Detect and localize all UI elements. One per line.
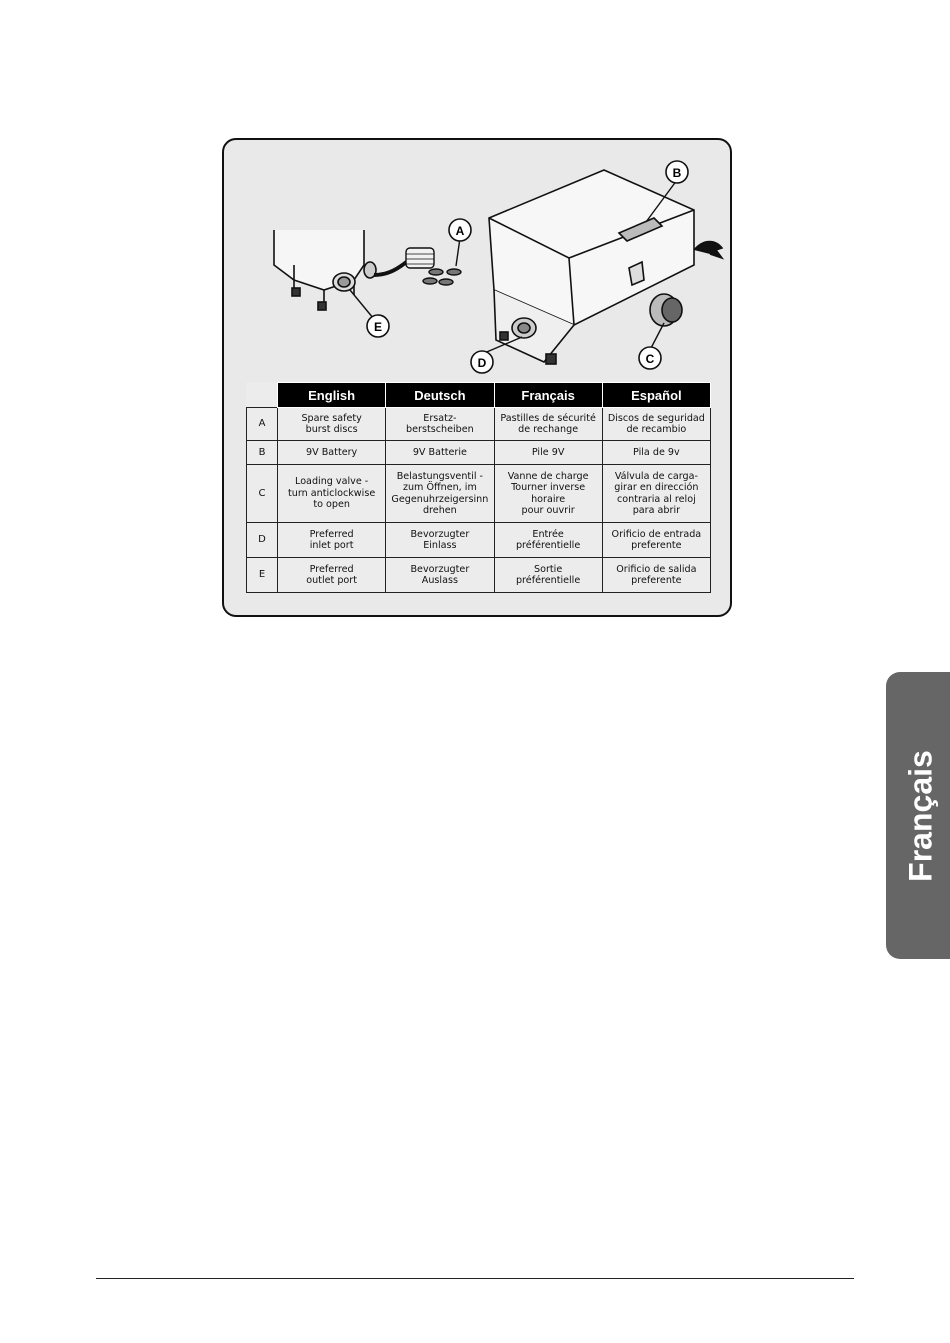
header-deutsch: Deutsch: [386, 383, 494, 408]
table-row: [247, 558, 711, 593]
header-espanol: Español: [602, 383, 710, 408]
callout-c: [639, 347, 661, 369]
cell-francais: Pile 9V: [494, 441, 602, 465]
legend-header-row: [247, 383, 711, 408]
row-key: B: [247, 441, 278, 465]
cell-deutsch: Ersatz- berstscheiben: [386, 408, 494, 441]
table-row: [247, 408, 711, 441]
header-english: English: [278, 383, 386, 408]
svg-text:D: D: [477, 356, 487, 370]
cell-francais: Entrée préférentielle: [494, 523, 602, 558]
cell-deutsch: Bevorzugter Auslass: [386, 558, 494, 593]
side-tab-label: Français: [902, 749, 939, 882]
cell-deutsch: Belastungsventil - zum Öffnen, im Gegenuhrzeigersinn drehen: [386, 465, 494, 523]
table-row: [247, 441, 711, 465]
language-side-tab: [886, 672, 950, 959]
cell-espanol: Discos de seguridad de recambio: [602, 408, 710, 441]
cell-francais: Sortie préférentielle: [494, 558, 602, 593]
callout-d: [471, 351, 493, 373]
header-francais: Français: [494, 383, 602, 408]
cell-francais: Pastilles de sécurité de rechange: [494, 408, 602, 441]
cell-deutsch: 9V Batterie: [386, 441, 494, 465]
cell-francais: Vanne de charge Tourner inverse horaire pour ouvrir: [494, 465, 602, 523]
left-unit: [274, 230, 409, 310]
table-row: [247, 523, 711, 558]
footer-divider: [96, 1278, 854, 1279]
row-key: C: [247, 465, 278, 523]
row-key: E: [247, 558, 278, 593]
cell-english: Preferred inlet port: [278, 523, 386, 558]
svg-text:C: C: [645, 352, 655, 366]
svg-text:A: A: [455, 224, 465, 238]
table-row: [247, 465, 711, 523]
svg-text:E: E: [373, 320, 383, 334]
cell-english: Preferred outlet port: [278, 558, 386, 593]
cell-english: Spare safety burst discs: [278, 408, 386, 441]
cell-espanol: Orificio de salida preferente: [602, 558, 710, 593]
device-illustration: [224, 140, 730, 385]
legend-table: [246, 382, 711, 593]
figure-panel: [222, 138, 732, 617]
cell-espanol: Pila de 9v: [602, 441, 710, 465]
right-unit: [489, 170, 722, 364]
corner-cell: [247, 383, 278, 408]
callout-a: [449, 219, 471, 241]
callout-e: [367, 315, 389, 337]
cell-english: Loading valve - turn anticlockwise to open: [278, 465, 386, 523]
cell-espanol: Orificio de entrada preferente: [602, 523, 710, 558]
row-key: A: [247, 408, 278, 441]
row-key: D: [247, 523, 278, 558]
cell-espanol: Válvula de carga- girar en dirección contraria al reloj para abrir: [602, 465, 710, 523]
cell-deutsch: Bevorzugter Einlass: [386, 523, 494, 558]
svg-text:B: B: [672, 166, 682, 180]
callout-b: [666, 161, 688, 183]
cell-english: 9V Battery: [278, 441, 386, 465]
burst-discs: [406, 238, 461, 285]
